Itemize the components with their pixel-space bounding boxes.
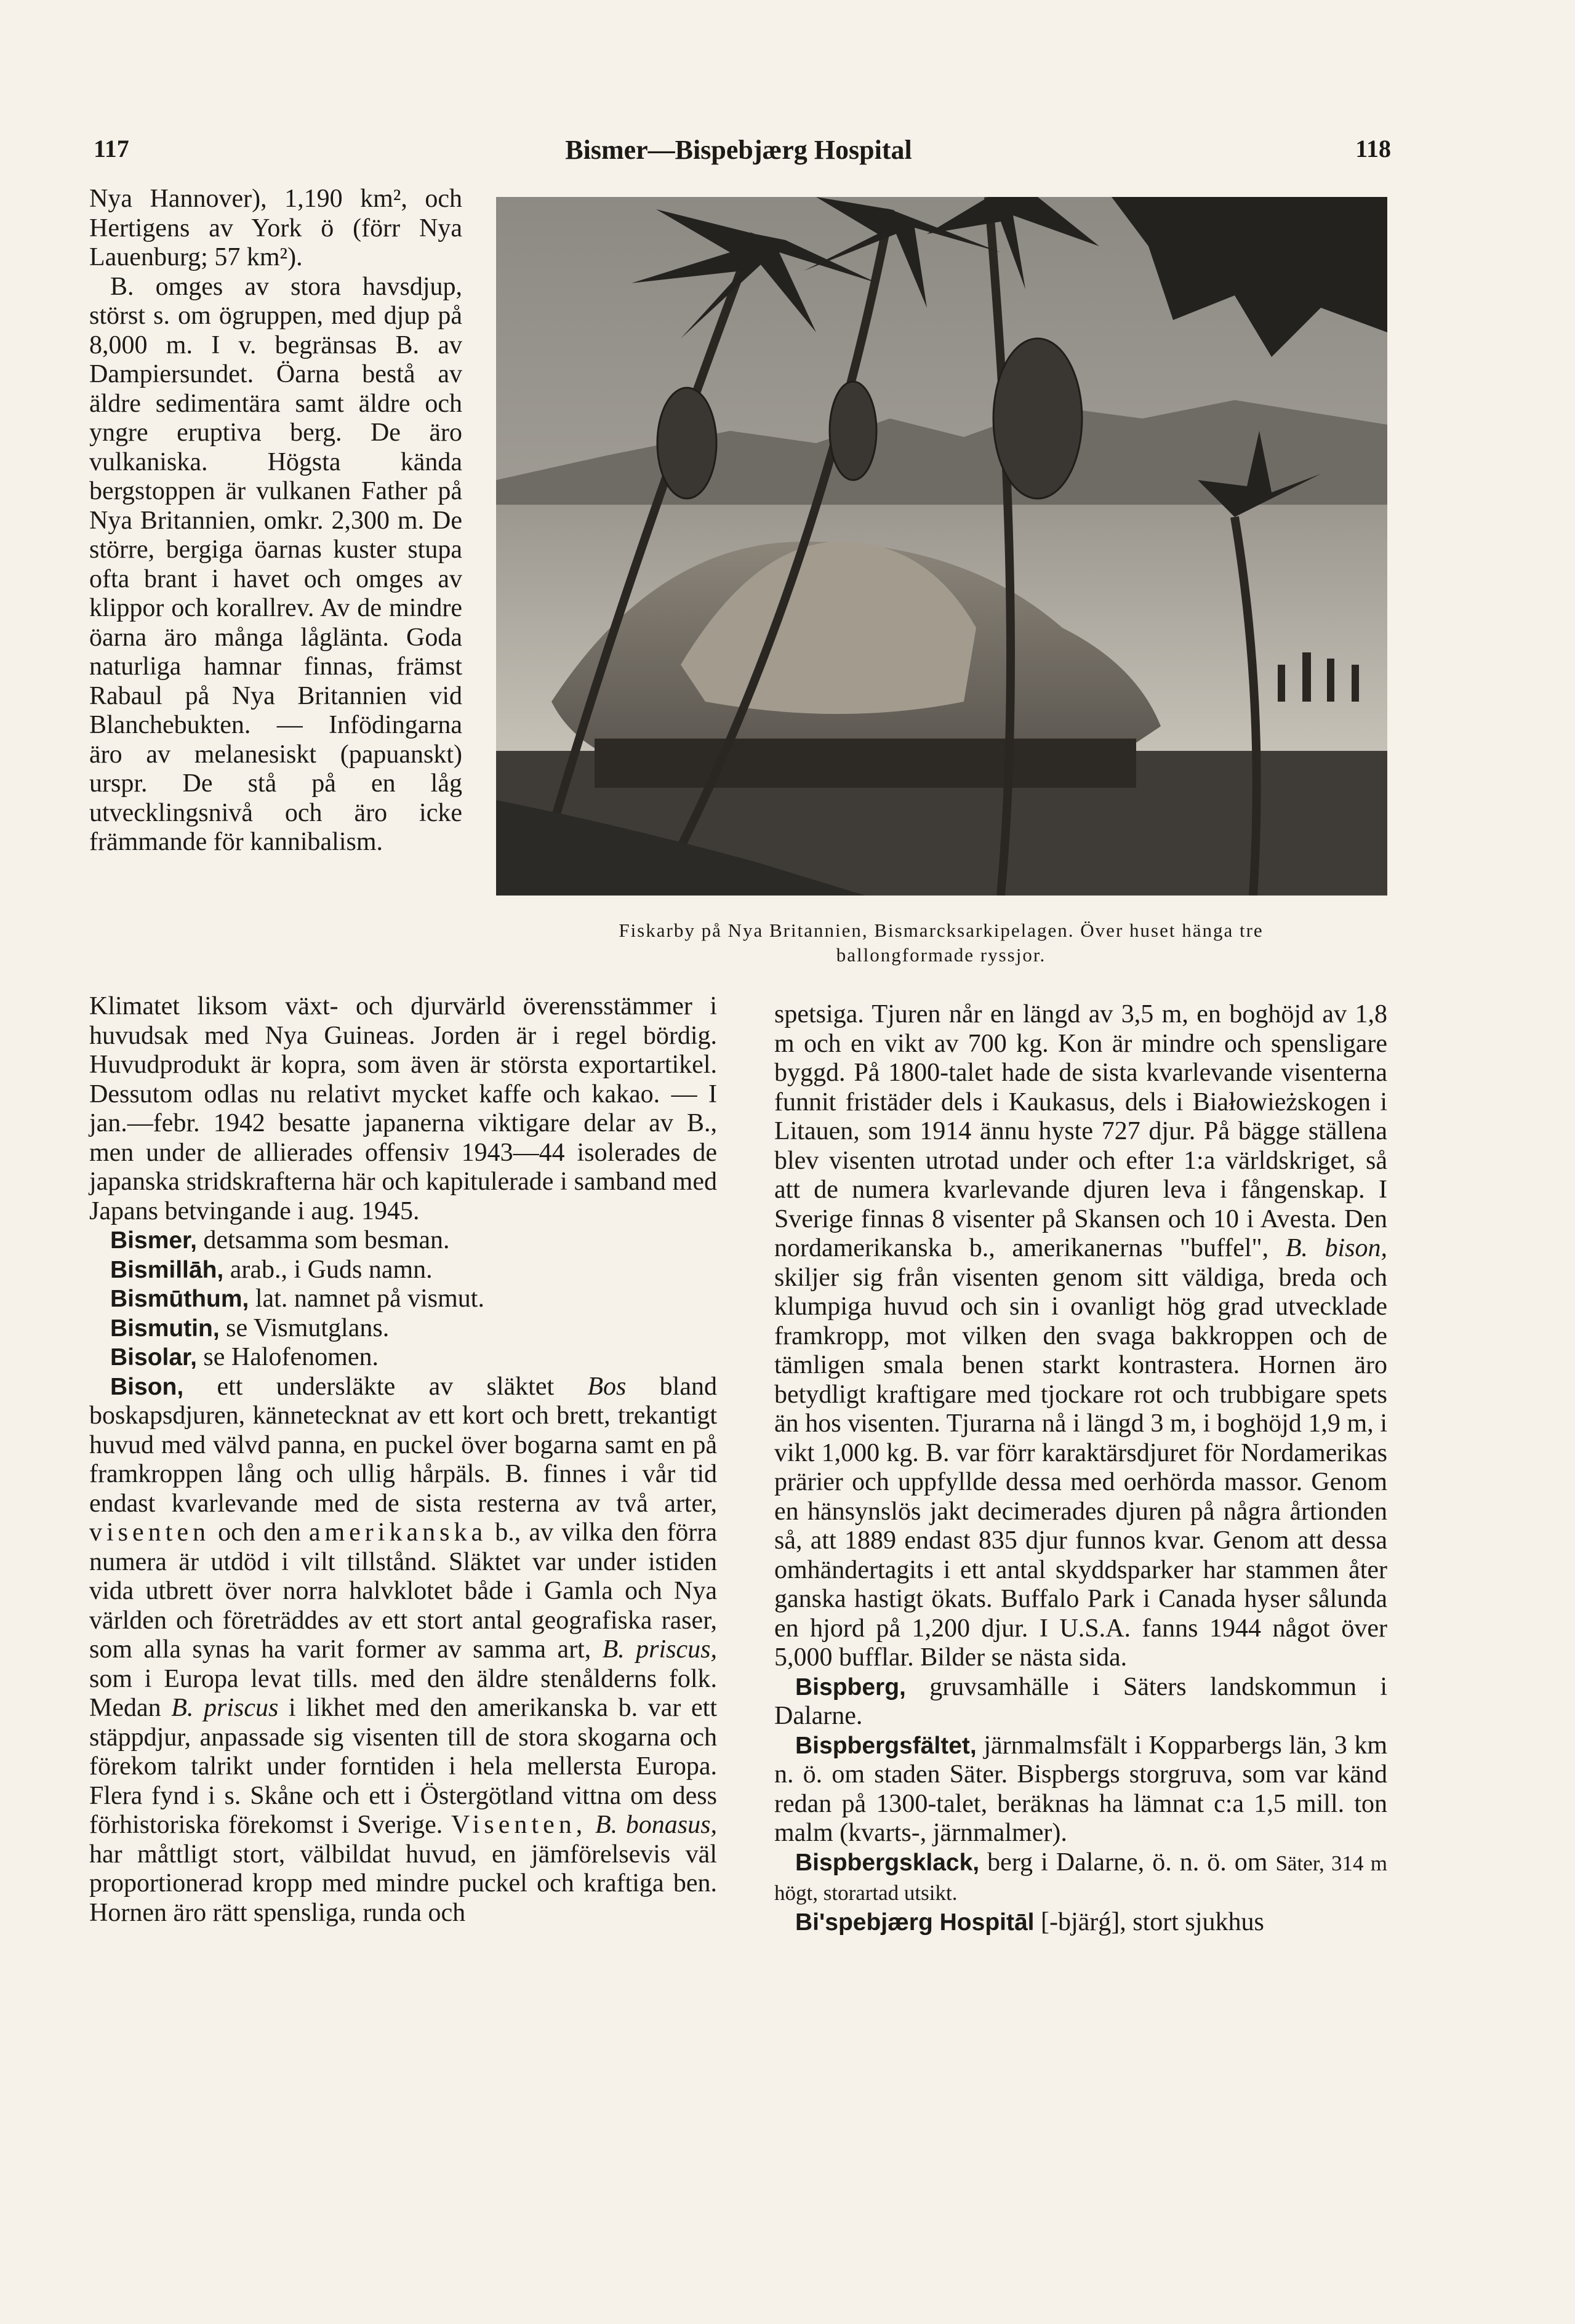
term-bispbergsfaltet: Bispbergsfältet,	[795, 1732, 977, 1759]
paragraph-bismarck-islands: Nya Hannover), 1,190 km², och Hertigens av York ö (förr Nya Lauenburg; 57 km²).	[89, 185, 462, 271]
term-bismuthum: Bismūthum,	[110, 1286, 249, 1312]
left-column-lower	[89, 992, 717, 1928]
running-header	[86, 134, 1391, 171]
left-column-upper	[89, 185, 462, 857]
entry-bispebjaerg-hospital: Bi'spebjærg Hospitāl [-bjärǵ], stort sjukhus	[795, 1907, 1264, 1936]
photo-fishing-village	[496, 197, 1387, 896]
paragraph-bismarck-climate: Klimatet liksom växt- och djurvärld överensstämmer i huvudsak med Nya Guineas. Jorden är i regel bördig. Huvudprodukt är kopra, som även är största exportartikel. Dessutom odlas nu relativt mycket kaffe och kakao. — I jan.—febr. 1942 besatte japanerna viktigare delar av B., men under de allierades offensiv 1943—44 isolerades de japanska stridskrafterna här och kapitulerade i samband med Japans betvingande i aug. 1945.	[89, 992, 717, 1225]
term-bismillah: Bismillāh,	[110, 1256, 224, 1283]
term-bispebjaerg-hospital: Bi'spebjærg Hospitāl	[795, 1909, 1035, 1936]
entry-bisolar: Bisolar, se Halofenomen.	[110, 1343, 379, 1371]
term-bismutin: Bismutin,	[110, 1315, 220, 1342]
entry-bismutin: Bismutin, se Vismutglans.	[110, 1313, 390, 1342]
entry-bismer: Bismer, detsamma som besman.	[110, 1226, 450, 1254]
caption-line-2: ballongformade ryssjor.	[836, 944, 1046, 966]
entry-bispbergsklack: Bispbergsklack, berg i Dalarne, ö. n. ö. om Säter, 314 m högt, storartad utsikt.	[774, 1848, 1387, 1905]
term-bispberg: Bispberg,	[795, 1673, 906, 1701]
entry-bispbergsfaltet: Bispbergsfältet, järnmalmsfält i Kopparbergs län, 3 km n. ö. om staden Säter. Bispbergs storgruva, som var känd redan på 1300-talet, beräknas ha lämnat c:a 1,5 mill. ton malm (kvarts-, järnmalmer).	[774, 1731, 1387, 1847]
page-number-left: 117	[94, 135, 129, 162]
term-bisolar: Bisolar,	[110, 1344, 197, 1371]
entry-bismillah: Bismillāh, arab., i Guds namn.	[110, 1255, 433, 1284]
caption-line-1: Fiskarby på Nya Britannien, Bismarcksarkipelagen. Över huset hänga tre	[619, 920, 1264, 941]
right-column	[774, 1000, 1387, 1937]
paragraph-bismarck-geography: B. omges av stora havsdjup, störst s. om ögruppen, med djup på 8,000 m. I v. begränsas B. av Dampiersundet. Öarna bestå av äldre sedimentära samt äldre och yngre eruptiva berg. De äro vulkaniska. Högsta kända bergstoppen är vulkanen Father på Nya Britannien, omkr. 2,300 m. De större, bergiga öarnas kuster stupa ofta brant i havet och omges av klippor och korallrev. Av de mindre öarna äro många låglänta. Goda naturliga hamnar finnas, främst Rabaul på Nya Britannien vid Blanchebukten. — Infödingarna äro av melanesiskt (papuanskt) urspr. De stå på en låg utvecklingsnivå och äro icke främmande för kannibalism.	[89, 272, 462, 856]
header-title: Bismer—Bispebjærg Hospital	[565, 135, 912, 165]
figure-caption	[484, 918, 1398, 968]
page-number-right: 118	[1355, 135, 1391, 162]
term-bispbergsklack: Bispbergsklack,	[795, 1849, 980, 1876]
term-bismer: Bismer,	[110, 1227, 197, 1254]
entry-bismuthum: Bismūthum, lat. namnet på vismut.	[110, 1284, 484, 1313]
entry-bispberg: Bispberg, gruvsamhälle i Säters landskommun i Dalarne.	[774, 1672, 1387, 1730]
term-bison: Bison,	[110, 1373, 184, 1400]
paragraph-bison-continued: spetsiga. Tjuren når en längd av 3,5 m, en boghöjd av 1,8 m och en vikt av 700 kg. Kon är mindre och spensligare byggd. På 1800-talet hade de sista kvarlevande visenterna funnit fristäder dels i Kaukasus, dels i Białowieżskogen i Litauen, som 1914 ännu hyste 727 djur. På bägge ställena blev visenten utrotad under och efter 1:a världskriget, så att de numera kvarlevande djuren leva i fångenskap. I Sverige finnas 8 visenter på Skansen och 10 i Avesta. Den nordamerikanska b., amerikanernas "buffel", B. bison, skiljer sig från visenten genom sitt väldiga, breda och klumpiga huvud och sin i ovanligt hög grad utvecklade framkropp, mot vilken den svaga bakkroppen och de tämligen smala benen starkt kontrastera. Hornen äro betydligt kraftigare med tjockare rot och trubbigare spets än hos visenten. Tjurarna nå i längd 3 m, i boghöjd 1,9 m, i vikt 1,000 kg. B. var förr karaktärsdjuret för Nordamerikas prärier och uppfyllde dessa med oerhörda massor. Genom en hänsynslös jakt decimerades djuren på några årtionden så, att 1889 endast 835 djur funnos kvar. Genom att dessa omhändertagits i ett antal skyddsparker har stammen åter ganska hastigt ökats. Buffalo Park i Canada hyser sålunda en hjord på 1,200 djur. I U.S.A. fanns 1944 något över 5,000 bufflar. Bilder se nästa sida.	[774, 1000, 1388, 1672]
entry-bison: Bison, ett undersläkte av släktet Bos bland boskapsdjuren, kännetecknat av ett kort och brett, trekantigt huvud med välvd panna, en puckel över bogarna samt en på framkroppen lång och ullig hårpäls. B. finnes i vår tid endast kvarlevande med de sista resterna av två arter, visenten och den amerikanska b., av vilka den förra numera är utdöd i vilt tillstånd. Släktet var under istiden vida utbrett över norra halvklotet både i Gamla och Nya världen och företräddes av ett stort antal geografiska raser, som alla synas ha varit former av samma art, B. priscus, som i Europa levat tills. med den äldre stenålderns folk. Medan B. priscus i likhet med den amerikanska b. var ett stäppdjur, anpassade sig visenten till de stora skogarna och förekom talrikt under forntiden i hela mellersta Europa. Flera fynd i s. Skåne och ett i Östergötland vittna om dess förhistoriska förekomst i Sverige. Visenten, B. bonasus, har måttligt stort, välbildat huvud, en jämförelsevis väl proportionerad kropp med mindre puckel och kraftiga ben. Hornen äro rätt spensliga, runda och	[89, 1372, 717, 1927]
